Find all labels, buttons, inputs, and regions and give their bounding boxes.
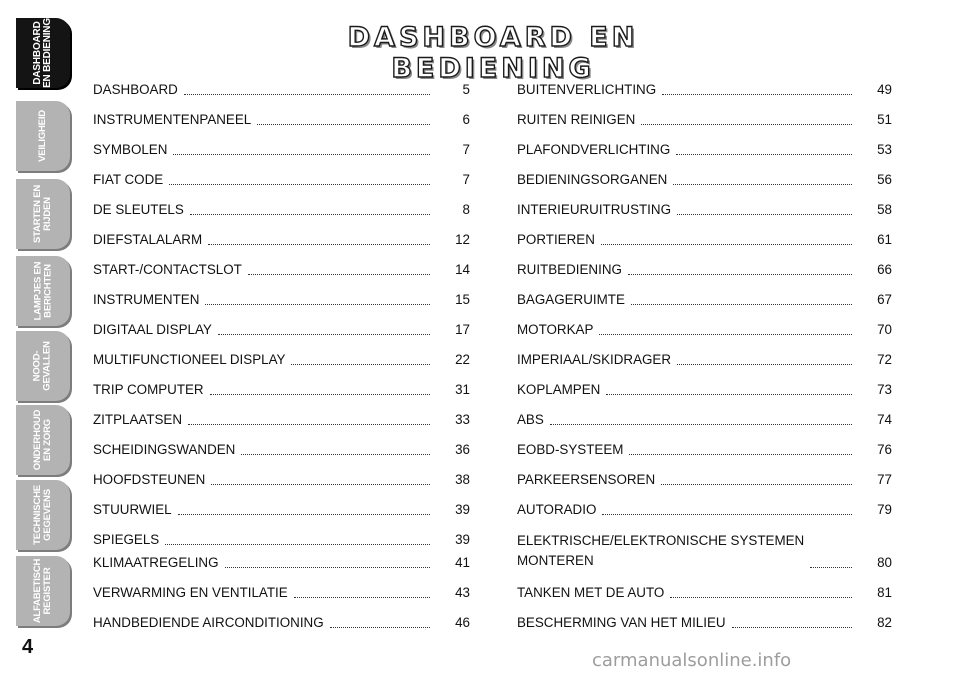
toc-entry-label: DIGITAAL DISPLAY <box>93 322 212 337</box>
toc-entry-page: 31 <box>455 382 470 397</box>
toc-entry-page: 77 <box>877 472 892 487</box>
toc-entry[interactable] <box>93 198 470 218</box>
toc-entry-label: IMPERIAAL/SKIDRAGER <box>517 352 672 367</box>
dot-leader <box>257 123 430 125</box>
toc-entry-page: 46 <box>455 615 470 630</box>
toc-entry-label: AUTORADIO <box>517 502 597 517</box>
toc-entry-page: 67 <box>877 292 892 307</box>
toc-entry-label: KOPLAMPEN <box>517 382 601 397</box>
toc-entry-label: PARKEERSENSOREN <box>517 472 656 487</box>
dot-leader <box>188 423 430 425</box>
toc-entry-page: 80 <box>877 555 892 570</box>
toc-entry[interactable] <box>517 258 892 278</box>
toc-entry-page: 79 <box>877 502 892 517</box>
toc-entry-label: RUITEN REINIGEN <box>517 112 636 127</box>
toc-entry-label: ELEKTRISCHE/ELEKTRONISCHE SYSTEMEN MONTEREN <box>517 533 805 568</box>
toc-entry[interactable] <box>93 78 470 98</box>
toc-entry[interactable] <box>517 468 892 488</box>
toc-entry[interactable] <box>93 378 470 398</box>
tab-label: NOOD- GEVALLEN <box>31 341 53 391</box>
toc-entry-page: 12 <box>455 232 470 247</box>
tab-label: ONDERHOUD EN ZORG <box>32 409 54 471</box>
toc-entry-page: 70 <box>877 322 892 337</box>
toc-entry-label: BEDIENINGSORGANEN <box>517 172 668 187</box>
toc-entry-label: SCHEIDINGSWANDEN <box>93 442 236 457</box>
toc-entry-label: SPIEGELS <box>93 532 160 547</box>
dot-leader <box>291 363 430 365</box>
toc-entry-page: 56 <box>877 172 892 187</box>
toc-entry[interactable] <box>517 228 892 248</box>
toc-entry-page: 7 <box>462 142 470 157</box>
dot-leader <box>225 566 430 568</box>
dot-leader <box>184 93 430 95</box>
toc-entry-page: 5 <box>462 82 470 97</box>
toc-entry-label: BUITENVERLICHTING <box>517 82 657 97</box>
toc-entry[interactable] <box>93 498 470 518</box>
toc-entry-label: HOOFDSTEUNEN <box>93 472 206 487</box>
toc-entry[interactable] <box>93 468 470 488</box>
toc-entry[interactable] <box>517 138 892 158</box>
toc-entry[interactable] <box>517 438 892 458</box>
dot-leader <box>218 333 430 335</box>
toc-entry-page: 33 <box>455 412 470 427</box>
tab-dashboard-en-bediening[interactable] <box>16 18 70 88</box>
toc-entry-label: ABS <box>517 412 544 427</box>
toc-entry[interactable] <box>93 408 470 428</box>
toc-entry[interactable] <box>93 138 470 158</box>
toc-entry[interactable] <box>517 611 892 631</box>
tab-label: TECHNISCHE GEGEVENS <box>32 485 54 545</box>
toc-entry-label: INSTRUMENTENPANEEL <box>93 112 252 127</box>
toc-entry[interactable] <box>517 498 892 518</box>
toc-entry-label: PORTIEREN <box>517 232 595 247</box>
toc-entry[interactable] <box>517 168 892 188</box>
toc-entry-label: TRIP COMPUTER <box>93 382 204 397</box>
dot-leader <box>241 453 430 455</box>
tab-label: DASHBOARD EN BEDIENING <box>32 18 53 88</box>
toc-entry[interactable] <box>517 531 892 571</box>
toc-entry-page: 41 <box>455 555 470 570</box>
dot-leader <box>601 243 852 245</box>
dot-leader <box>205 303 430 305</box>
toc-entry-label: DASHBOARD <box>93 82 178 97</box>
toc-entry-page: 6 <box>462 112 470 127</box>
toc-entry-page: 81 <box>877 585 892 600</box>
dot-leader <box>173 153 430 155</box>
dot-leader <box>208 243 430 245</box>
tab-label: VEILIGHEID <box>37 110 48 162</box>
dot-leader <box>165 543 430 545</box>
dot-leader <box>169 183 430 185</box>
toc-entry-label: DE SLEUTELS <box>93 202 184 217</box>
dot-leader <box>676 153 852 155</box>
toc-entry[interactable] <box>93 348 470 368</box>
toc-entry-label: BAGAGERUIMTE <box>517 292 625 307</box>
toc-entry[interactable] <box>517 198 892 218</box>
tab-alfabetisch-register[interactable] <box>16 556 70 626</box>
toc-entry[interactable] <box>517 318 892 338</box>
toc-entry-page: 17 <box>455 322 470 337</box>
toc-entry[interactable] <box>93 288 470 308</box>
toc-entry-page: 49 <box>877 82 892 97</box>
dot-leader <box>662 93 852 95</box>
toc-entry-label: BESCHERMING VAN HET MILIEU <box>517 615 726 630</box>
toc-entry-label: TANKEN MET DE AUTO <box>517 585 665 600</box>
tab-technische-gegevens[interactable] <box>16 480 70 550</box>
chapter-tab-strip <box>0 0 74 640</box>
toc-entry-page: 7 <box>462 172 470 187</box>
toc-entry[interactable] <box>93 528 470 548</box>
page-title: DASHBOARD EN BEDIENING <box>347 22 639 84</box>
tab-veiligheid[interactable] <box>16 101 70 171</box>
dot-leader <box>629 453 852 455</box>
toc-entry[interactable] <box>93 168 470 188</box>
dot-leader <box>628 273 852 275</box>
toc-entry-page: 53 <box>877 142 892 157</box>
tab-onderhoud-en-zorg[interactable] <box>16 405 70 475</box>
toc-entry-page: 14 <box>455 262 470 277</box>
toc-entry-label: VERWARMING EN VENTILATIE <box>93 585 288 600</box>
toc-entry[interactable] <box>93 258 470 278</box>
toc-entry-page: 61 <box>877 232 892 247</box>
toc-entry-label: ZITPLAATSEN <box>93 412 183 427</box>
tab-label: ALFABETISCH REGISTER <box>32 558 53 624</box>
toc-entry[interactable] <box>517 408 892 428</box>
toc-entry-label: INTERIEURUITRUSTING <box>517 202 671 217</box>
dot-leader <box>677 213 852 215</box>
toc-entry[interactable] <box>517 288 892 308</box>
toc-entry-page: 51 <box>877 112 892 127</box>
toc-entry-page: 74 <box>877 412 892 427</box>
toc-entry[interactable] <box>93 611 470 631</box>
toc-entry[interactable] <box>93 108 470 128</box>
toc-entry-page: 36 <box>455 442 470 457</box>
toc-entry-label: SYMBOLEN <box>93 142 168 157</box>
toc-entry-page: 82 <box>877 615 892 630</box>
toc-entry-label: STUURWIEL <box>93 502 172 517</box>
toc-entry[interactable] <box>517 581 892 601</box>
toc-entry[interactable] <box>517 348 892 368</box>
dot-leader <box>606 393 852 395</box>
toc-entry-label: MOTORKAP <box>517 322 594 337</box>
toc-entry-page: 22 <box>455 352 470 367</box>
dot-leader <box>641 123 852 125</box>
toc-entry-page: 43 <box>455 585 470 600</box>
watermark-url: carmanualsonline.info <box>592 650 792 671</box>
tab-lampjes-en-berichten[interactable] <box>16 256 70 326</box>
toc-entry-page: 39 <box>455 532 470 547</box>
toc-entry-page: 72 <box>877 352 892 367</box>
dot-leader <box>732 626 852 628</box>
tab-label: STARTEN EN RIJDEN <box>32 185 53 243</box>
toc-entry-label: DIEFSTALALARM <box>93 232 203 247</box>
toc-entry-label: FIAT CODE <box>93 172 164 187</box>
toc-entry-label: EOBD-SYSTEEM <box>517 442 624 457</box>
tab-starten-en-rijden[interactable] <box>16 179 70 249</box>
dot-leader <box>550 423 852 425</box>
toc-entry-page: 8 <box>462 202 470 217</box>
tab-noodgevallen[interactable] <box>16 331 70 401</box>
dot-leader <box>810 566 852 568</box>
toc-entry-label: INSTRUMENTEN <box>93 292 200 307</box>
toc-entry-label: RUITBEDIENING <box>517 262 622 277</box>
dot-leader <box>602 513 852 515</box>
toc-entry[interactable] <box>517 78 892 98</box>
toc-entry-page: 76 <box>877 442 892 457</box>
toc-entry[interactable] <box>517 108 892 128</box>
toc-entry-label: KLIMAATREGELING <box>93 555 219 570</box>
toc-entry-page: 73 <box>877 382 892 397</box>
toc-entry[interactable] <box>93 581 470 601</box>
dot-leader <box>670 596 852 598</box>
toc-entry[interactable] <box>93 228 470 248</box>
dot-leader <box>677 363 852 365</box>
dot-leader <box>599 333 852 335</box>
tab-label: LAMPJES EN BERICHTEN <box>32 261 53 321</box>
dot-leader <box>661 483 852 485</box>
dot-leader <box>673 183 852 185</box>
toc-entry[interactable] <box>93 551 470 571</box>
dot-leader <box>631 303 852 305</box>
toc-entry-label: HANDBEDIENDE AIRCONDITIONING <box>93 615 324 630</box>
dot-leader <box>190 213 430 215</box>
toc-entry-page: 66 <box>877 262 892 277</box>
toc-entry-label: START-/CONTACTSLOT <box>93 262 242 277</box>
toc-entry-page: 39 <box>455 502 470 517</box>
dot-leader <box>330 626 430 628</box>
toc-entry[interactable] <box>517 378 892 398</box>
toc-entry-label: MULTIFUNCTIONEEL DISPLAY <box>93 352 286 367</box>
dot-leader <box>178 513 430 515</box>
dot-leader <box>248 273 430 275</box>
toc-entry-page: 58 <box>877 202 892 217</box>
toc-entry-page: 38 <box>455 472 470 487</box>
toc-entry-label: PLAFONDVERLICHTING <box>517 142 671 157</box>
dot-leader <box>211 483 430 485</box>
toc-entry[interactable] <box>93 438 470 458</box>
dot-leader <box>294 596 430 598</box>
toc-entry-page: 15 <box>455 292 470 307</box>
page-number: 4 <box>22 636 34 658</box>
dot-leader <box>210 393 430 395</box>
toc-entry[interactable] <box>93 318 470 338</box>
